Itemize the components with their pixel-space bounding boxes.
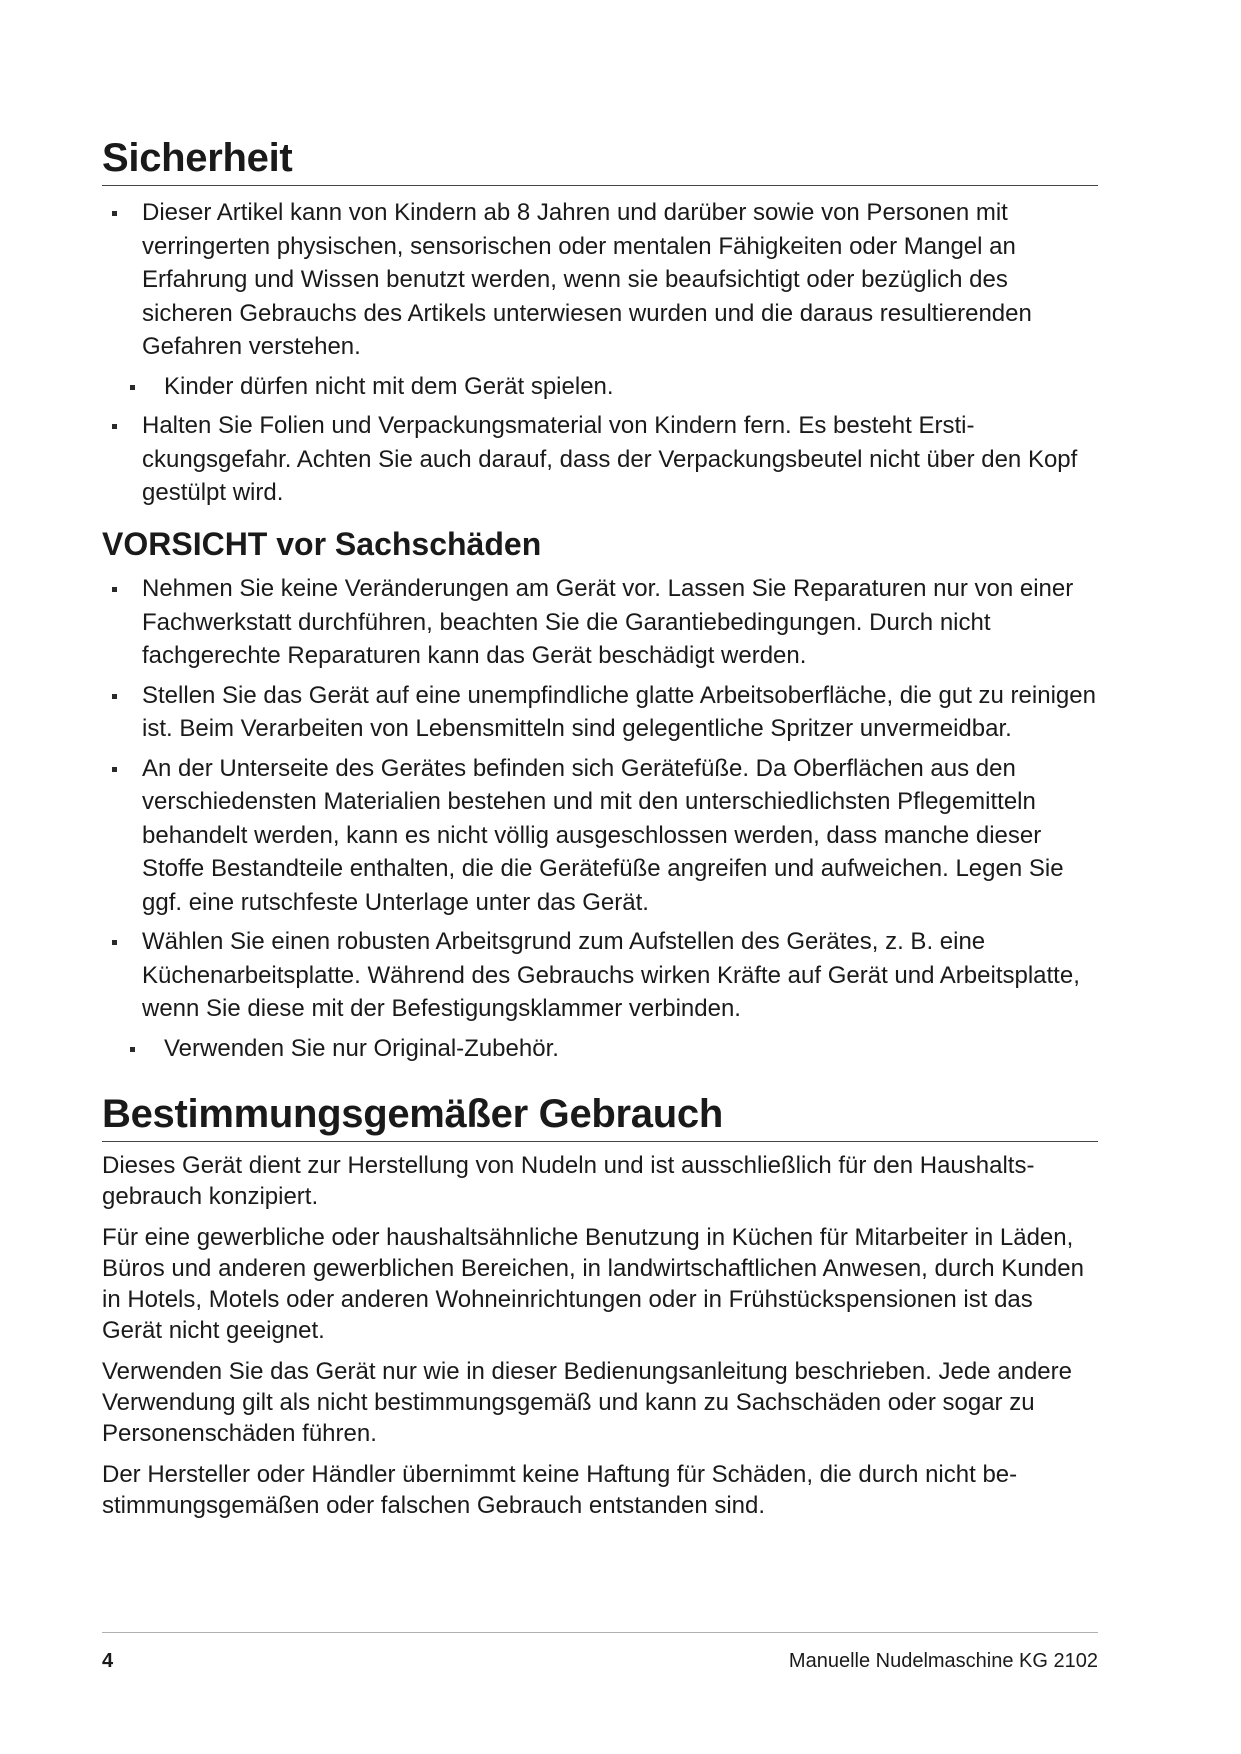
paragraph: Verwenden Sie das Gerät nur wie in dieser Bedienungsanleitung beschrieben. Jede andere Verwendung gilt als nicht bestimmungsgemäß und kann zu Sachschäden oder sogar zu Personenschäden führen. [102,1358,1072,1448]
page-number: 4 [102,1650,114,1672]
product-name: Manuelle Nudelmaschine KG 2102 [788,1650,1098,1672]
paragraph: Der Hersteller oder Händler übernimmt keine Haftung für Schäden, die durch nicht bestimmungsgemäßen oder falschen Gebrauch entstanden sind. [102,1461,1018,1520]
manual-page [102,135,1098,1531]
section-property-damage [102,526,1098,1066]
section-intended-use [102,1091,1098,1521]
list-item: Verwenden Sie nur Original-Zubehör. [102,1032,1098,1066]
intended-use-heading: Bestimmungsgemäßer Gebrauch [102,1091,1098,1142]
list-item: Kinder dürfen nicht mit dem Gerät spielen. [102,370,1098,404]
list-item: Dieser Artikel kann von Kindern ab 8 Jahren und darüber sowie von Personen mit verringerten physischen, sensorischen oder mentalen Fähigkeiten oder Mangel an Erfahrung und Wissen benutzt werden, wenn sie beaufsichtigt oder bezüglich des sicheren Gebrauchs des Artikels unterwiesen wurden und die daraus resultierenden Gefahren verstehen. [102,196,1098,364]
list-item: Halten Sie Folien und Verpackungsmaterial von Kindern fern. Es besteht Erstickungsgefahr. Achten Sie auch darauf, dass der Verpackungsbeutel nicht über den Kopf gestülpt wird. [102,409,1098,510]
safety-heading: Sicherheit [102,135,1098,186]
list-item: Stellen Sie das Gerät auf eine unempfindliche glatte Arbeitsoberfläche, die gut zu reinigen ist. Beim Verarbeiten von Lebensmitteln sind gelegentliche Spritzer unvermeidbar. [102,679,1098,746]
safety-list [102,196,1098,510]
paragraph: Für eine gewerbliche oder haushaltsähnliche Benutzung in Küchen für Mitarbeiter in Läden, Büros und anderen gewerblichen Bereichen, in landwirtschaftlichen Anwesen, durch Kunden in Hotels, Motels oder anderen Wohneinrichtungen oder in Frühstückspensionen ist das Gerät nicht geeignet. [102,1224,1084,1345]
page-footer [102,1648,1098,1674]
list-item: Nehmen Sie keine Veränderungen am Gerät vor. Lassen Sie Reparaturen nur von einer Fachwerkstatt durchführen, beachten Sie die Garantiebedingungen. Durch nicht fachgerechte Reparaturen kann das Gerät beschädigt werden. [102,572,1098,673]
footer-divider [102,1632,1098,1633]
paragraph: Dieses Gerät dient zur Herstellung von Nudeln und ist ausschließlich für den Haushaltsgebrauch konzipiert. [102,1152,1035,1211]
caution-list [102,572,1098,1065]
section-safety [102,135,1098,510]
list-item: An der Unterseite des Gerätes befinden sich Gerätefüße. Da Oberflächen aus den verschiedensten Materialien bestehen und mit den unterschiedlichsten Pflegemitteln behandelt werden, kann es nicht völlig ausgeschlossen werden, dass manche dieser Stoffe Bestandteile enthalten, die die Gerätefüße angreifen und aufweichen. Legen Sie ggf. eine rutschfeste Unterlage unter das Gerät. [102,752,1098,920]
caution-heading: VORSICHT vor Sachschäden [102,525,542,562]
list-item: Wählen Sie einen robusten Arbeitsgrund zum Aufstellen des Gerätes, z. B. eine Küchenarbeitsplatte. Während des Gebrauchs wirken Kräfte auf Gerät und Arbeitsplatte, wenn Sie diese mit der Befestigungsklammer verbinden. [102,925,1098,1026]
